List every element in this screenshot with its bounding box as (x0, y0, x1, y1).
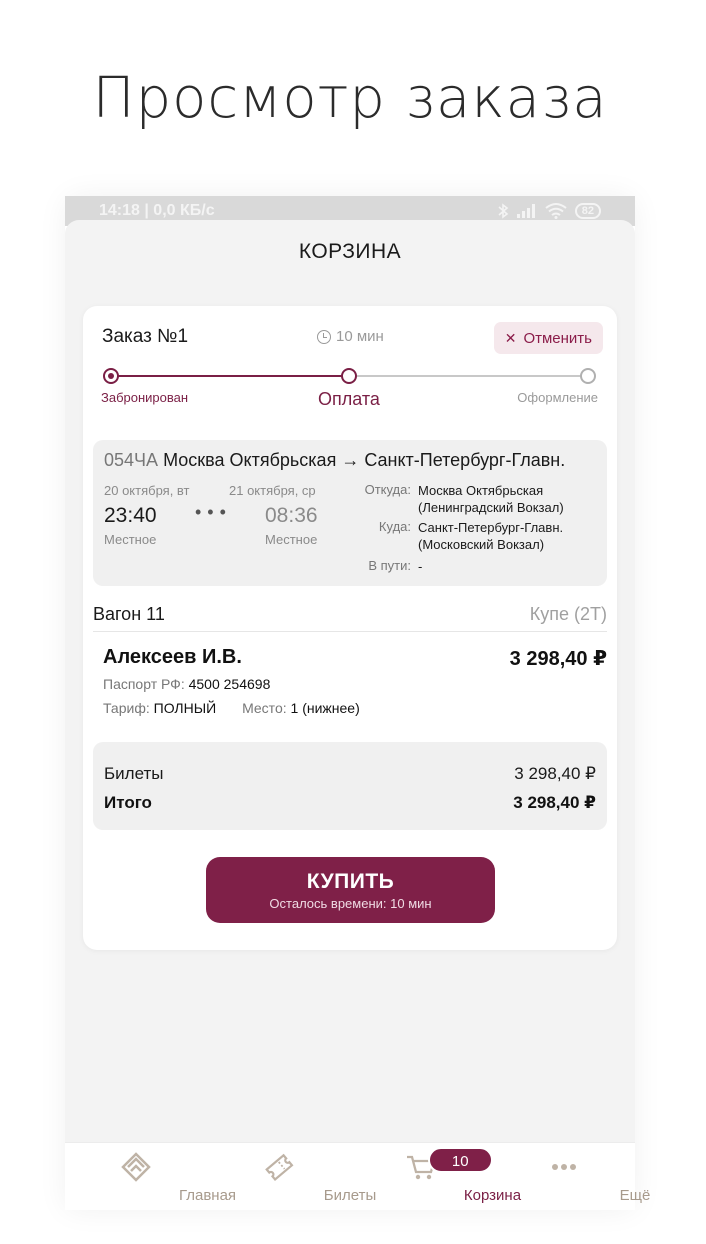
progress-track-done (111, 375, 349, 377)
tickets-value: 3 298,40 ₽ (514, 764, 596, 783)
tab-more[interactable] (493, 1143, 651, 1210)
tab-cart[interactable] (350, 1143, 522, 1210)
wagon-class: Купе (2Т) (529, 604, 607, 624)
duration-value: - (418, 559, 423, 574)
cancel-order-button[interactable] (494, 322, 603, 354)
page-headline: Просмотр заказа (92, 66, 608, 131)
step-dot-booked (103, 368, 119, 384)
status-icons (497, 203, 601, 219)
buy-time-left: Осталось времени: 10 мин (269, 896, 432, 911)
step-label-issue: Оформление (517, 390, 598, 405)
total-row (104, 793, 596, 813)
tickets-label: Билеты (104, 764, 164, 783)
order-timer (317, 328, 384, 345)
train-number: 054ЧА (104, 450, 159, 470)
bluetooth-icon (497, 203, 509, 219)
clock-icon (317, 330, 331, 344)
totals-box (93, 742, 607, 830)
cart-screen (65, 220, 651, 1210)
trip-route (104, 450, 596, 471)
tab-label-more: Ещё (619, 1187, 651, 1204)
tab-tickets[interactable] (208, 1143, 377, 1210)
route-text: Москва Октябрьская → Санкт-Петербург-Главн. (163, 450, 566, 470)
duration-label: В пути: (368, 558, 411, 573)
cancel-label: Отменить (523, 329, 592, 347)
step-dot-issue (580, 368, 596, 384)
tab-label-home: Главная (178, 1187, 237, 1204)
tickets-row (104, 764, 596, 784)
from-label: Откуда: (364, 482, 411, 497)
buy-button[interactable] (206, 857, 495, 923)
seat-value: 1 (нижнее) (290, 700, 360, 716)
order-card (83, 306, 617, 950)
close-icon: ✕ (504, 329, 517, 346)
to-label: Куда: (378, 519, 411, 534)
tab-home[interactable] (65, 1143, 237, 1210)
wagon-name: Вагон 11 (93, 604, 165, 624)
passenger-price: 3 298,40 ₽ (509, 648, 607, 670)
home-logo-icon (119, 1152, 153, 1182)
total-value: 3 298,40 ₽ (513, 793, 596, 812)
total-label: Итого (104, 793, 152, 812)
passport-line (103, 676, 270, 692)
wagon-row (93, 602, 607, 632)
to-value: Санкт-Петербург-Главн. (Московский Вокзал) (418, 520, 564, 552)
passenger-name: Алексеев И.В. (103, 646, 242, 668)
seat-label: Место: (242, 700, 287, 716)
from-row (343, 482, 588, 516)
passport-value: 4500 254698 (188, 676, 271, 692)
signal-icon (517, 204, 537, 218)
tariff-value: ПОЛНЫЙ (153, 700, 217, 716)
cart-timer-badge: 10 мин (428, 1147, 493, 1173)
battery-indicator: 82 (575, 203, 601, 219)
departure-timezone: Местное (104, 532, 157, 547)
passport-label: Паспорт РФ: (103, 676, 185, 692)
more-icon (547, 1152, 581, 1182)
arrival-time: 08:36 (265, 504, 318, 527)
travel-dots: ••• (195, 502, 232, 522)
step-dot-payment (341, 368, 357, 384)
progress-track-pending (357, 375, 589, 377)
tariff-label: Тариф: (103, 700, 150, 716)
step-label-booked: Забронирован (101, 390, 189, 405)
passenger-item (103, 646, 607, 726)
buy-label: КУПИТЬ (306, 870, 395, 893)
departure-time: 23:40 (104, 504, 157, 527)
tab-label-tickets: Билеты (323, 1187, 377, 1204)
status-time: 14:18 | 0,0 КБ/с (99, 202, 215, 219)
order-progress-stepper (83, 364, 617, 414)
phone-frame (65, 196, 651, 1210)
ticket-icon (262, 1152, 296, 1182)
trip-details[interactable] (93, 440, 607, 586)
departure-date: 20 октября, вт (104, 483, 190, 498)
order-timer-text: 10 мин (336, 328, 384, 345)
screen-title: КОРЗИНА (298, 240, 402, 263)
step-label-payment: Оплата (318, 389, 380, 409)
wifi-icon (545, 203, 567, 219)
from-value: Москва Октябрьская (Ленинградский Вокзал) (418, 483, 564, 515)
tab-label-cart: Корзина (463, 1187, 522, 1204)
to-row (343, 519, 588, 553)
order-title: Заказ №1 (102, 326, 189, 347)
duration-row (343, 558, 422, 575)
bottom-tab-bar (65, 1142, 651, 1210)
tariff-line (103, 700, 360, 716)
order-header (102, 322, 603, 354)
arrival-timezone: Местное (265, 532, 318, 547)
arrival-date: 21 октября, ср (229, 483, 316, 498)
